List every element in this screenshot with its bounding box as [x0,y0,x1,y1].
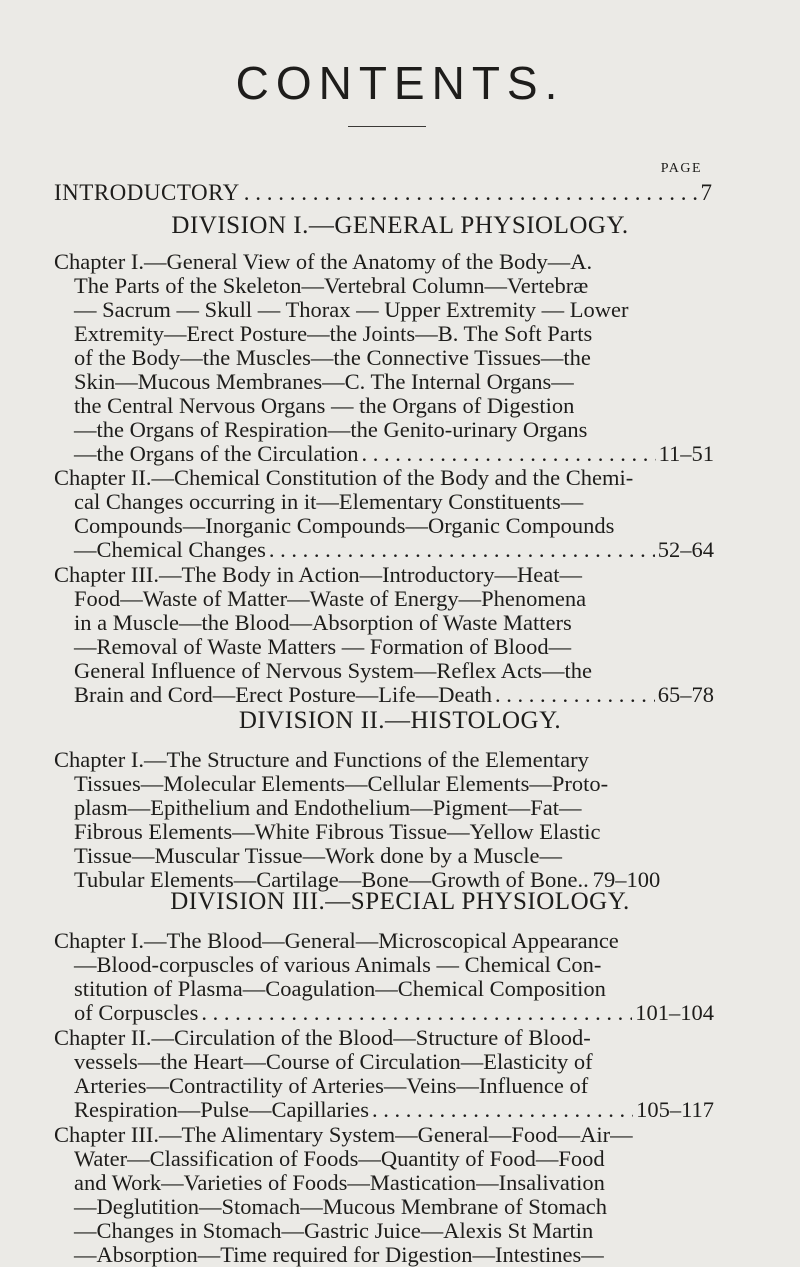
entry-line: cal Changes occurring in it—Elementary Constituents— [74,489,584,514]
entry-line: the Central Nervous Organs — the Organs of Digestion [74,393,575,418]
entry-line: —Chemical Changes [74,537,266,562]
entry-last-line [54,442,714,466]
entry-line: of the Body—the Muscles—the Connective Tissues—the [74,345,591,370]
chapter-entry [54,1123,714,1267]
entry-line: —Removal of Waste Matters — Formation of Blood— [74,634,572,659]
page-title: CONTENTS. [235,57,565,109]
entry-line: —Absorption—Time required for Digestion—Intestines— [74,1242,604,1267]
page-range: 101–104 [635,1000,714,1025]
entry-line: Chapter II.—Circulation of the Blood—Structure of Blood- [54,1025,591,1050]
entry-last-line [54,538,714,562]
entry-line: Arteries—Contractility of Arteries—Veins—Influence of [74,1073,589,1098]
entry-line: Fibrous Elements—White Fibrous Tissue—Yellow Elastic [74,819,601,844]
page-range: 65–78 [657,682,714,707]
entry-line: Skin—Mucous Membranes—C. The Internal Organs— [74,369,574,394]
chapter-entry [54,250,714,466]
entry-line: Extremity—Erect Posture—the Joints—B. The Soft Parts [74,321,593,346]
entry-line: General Influence of Nervous System—Reflex Acts—the [74,658,592,683]
entry-line: —the Organs of Respiration—the Genito-urinary Organs [74,417,588,442]
chapter-entry [54,1026,714,1122]
leader-dots [362,442,656,466]
page-range: 52–64 [657,537,714,562]
entry-line: Chapter III.—The Body in Action—Introductory—Heat— [54,562,583,587]
title-rule [348,126,426,127]
chapter-entry [54,466,714,562]
entry-last-line [54,1098,714,1122]
leader-dots [269,538,655,562]
leader-dots [495,683,655,707]
entry-line: —Deglutition—Stomach—Mucous Membrane of Stomach [74,1194,608,1219]
entry-last-line [54,1001,714,1025]
entry-line: stitution of Plasma—Coagulation—Chemical Composition [74,976,606,1001]
entry-line: — Sacrum — Skull — Thorax — Upper Extremity — Lower [74,297,629,322]
entry-line: Brain and Cord—Erect Posture—Life—Death [74,682,493,707]
entry-line: vessels—the Heart—Course of Circulation—Elasticity of [74,1049,593,1074]
introductory-label: INTRODUCTORY [54,180,240,205]
leader-dots [244,180,697,206]
entry-line: Chapter I.—The Blood—General—Microscopical Appearance [54,928,619,953]
division-heading: DIVISION II.—HISTOLOGY. [238,707,562,734]
introductory-page: 7 [700,180,712,205]
entry-line: Chapter III.—The Alimentary System—General—Food—Air— [54,1122,633,1147]
leader-dots [372,1098,633,1122]
entry-line: Water—Classification of Foods—Quantity of Food—Food [74,1146,605,1171]
chapter-entry [54,929,714,1025]
page-range: 79–100 [592,867,661,892]
page-column-header: PAGE [660,161,702,176]
entry-line: Tissues—Molecular Elements—Cellular Elements—Proto- [74,771,609,796]
entry-line: Chapter I.—General View of the Anatomy of the Body—A. [54,249,593,274]
chapter-entry [54,748,714,892]
entry-line: Chapter I.—The Structure and Functions of the Elementary [54,747,589,772]
page-range: 11–51 [658,441,714,466]
entry-line: Tissue—Muscular Tissue—Work done by a Muscle— [74,843,562,868]
leader-dots [201,1001,632,1025]
entry-line: and Work—Varieties of Foods—Mastication—Insalivation [74,1170,605,1195]
introductory-entry [54,180,712,206]
entry-line: —Blood-corpuscles of various Animals — Chemical Con- [74,952,602,977]
entry-line: Chapter II.—Chemical Constitution of the Body and the Chemi- [54,465,634,490]
entry-line: —Changes in Stomach—Gastric Juice—Alexis St Martin [74,1218,594,1243]
chapter-entry [54,563,714,707]
entry-line: The Parts of the Skeleton—Vertebral Column—Vertebræ [74,273,589,298]
entry-last-line [54,683,714,707]
division-heading: DIVISION III.—SPECIAL PHYSIOLOGY. [170,888,630,915]
entry-line: Tubular Elements—Cartilage—Bone—Growth of Bone.. [74,867,589,892]
entry-line: of Corpuscles [74,1000,199,1025]
entry-line: Respiration—Pulse—Capillaries [74,1097,369,1122]
entry-line: plasm—Epithelium and Endothelium—Pigment—Fat— [74,795,582,820]
entry-line: Compounds—Inorganic Compounds—Organic Compounds [74,513,615,538]
entry-line: in a Muscle—the Blood—Absorption of Waste Matters [74,610,572,635]
entry-line: —the Organs of the Circulation [74,441,359,466]
entry-line: Food—Waste of Matter—Waste of Energy—Phenomena [74,586,587,611]
page-range: 105–117 [636,1097,714,1122]
division-heading: DIVISION I.—GENERAL PHYSIOLOGY. [171,212,629,239]
